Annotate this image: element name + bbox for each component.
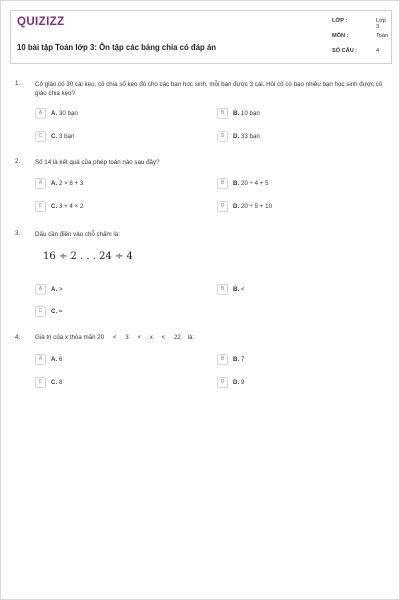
ineq-symbol: 22 — [173, 334, 181, 341]
meta-count-label: SỐ CÂU : — [332, 48, 358, 54]
meta-row-count — [332, 45, 390, 60]
option-letter-box: A — [35, 108, 46, 119]
option-prefix: B. — [233, 180, 240, 187]
ineq-symbol: 3 — [125, 334, 129, 341]
question-text — [35, 334, 194, 341]
option-letter-box: B — [217, 108, 228, 119]
option-text: 10 bạn — [240, 110, 260, 117]
option-letter-box: D — [217, 131, 228, 142]
option-letter-box: C — [35, 131, 46, 142]
option-text: 6 — [58, 356, 63, 363]
worksheet-meta — [332, 15, 390, 60]
option-prefix: C. — [51, 379, 58, 386]
meta-subject-value: Toán — [376, 33, 389, 39]
question-text: Cô giáo có 30 cái kẹo, cô chia số kẹo đó cho các bạn học sinh, mỗi bạn được 3 cái. Hỏi cô có bao nhiêu bạn học sinh được cô giáo chia kẹo? — [35, 81, 383, 98]
option-prefix: C. — [51, 133, 58, 140]
option-text: 33 bạn — [240, 133, 260, 140]
option-text: 3 bạn — [58, 133, 75, 140]
option-text: = — [58, 308, 63, 315]
option-text: 7 — [240, 356, 245, 363]
meta-grade-value: Lớp 3 — [376, 18, 386, 30]
option-prefix: A. — [51, 286, 58, 293]
option-letter-box: B — [217, 178, 228, 189]
question-number: 2. — [15, 158, 21, 165]
option-prefix: B. — [233, 110, 240, 117]
option-letter-box: A — [35, 178, 46, 189]
question-text: Số 14 là kết quả của phép toán nào sau đây? — [35, 159, 160, 166]
meta-row-grade — [332, 15, 390, 30]
question-text: Dấu cần điền vào chỗ chấm là: — [35, 231, 120, 238]
option-letter-box: D — [217, 377, 228, 388]
option-text: 20 ÷ 4 + 5 — [240, 180, 269, 187]
worksheet-title: 10 bài tập Toán lớp 3: Ôn tập các bảng chia có đáp án — [17, 43, 217, 52]
ineq-symbol: < — [161, 334, 166, 341]
option-prefix: D. — [233, 379, 240, 386]
option-text: < — [240, 286, 245, 293]
ineq-symbol: × — [137, 334, 142, 341]
option-text: 30 bạn — [58, 110, 78, 117]
ineq-symbol: < — [112, 334, 117, 341]
option-letter-box: C — [35, 201, 46, 212]
option-text: > — [58, 286, 63, 293]
option-letter-box: C — [35, 306, 46, 317]
question-number: 4. — [15, 334, 21, 341]
question-number: 3. — [15, 230, 21, 237]
quizizz-logo: QUIZIZZ — [17, 16, 65, 28]
option-prefix: A. — [51, 356, 58, 363]
option-letter-box: A — [35, 284, 46, 295]
option-text: 8 — [58, 379, 63, 386]
question-number: 1. — [15, 80, 21, 87]
option-prefix: B. — [233, 356, 240, 363]
option-letter-box: B — [217, 354, 228, 365]
option-prefix: A. — [51, 180, 58, 187]
math-expression: 16 ÷ 2 . . . 24 ÷ 4 — [43, 251, 133, 262]
option-prefix: A. — [51, 110, 58, 117]
meta-subject-label: MÔN : — [332, 33, 349, 39]
meta-count-value: 4 — [376, 48, 380, 54]
option-text: 2 × 8 + 3 — [58, 180, 84, 187]
option-prefix: D. — [233, 203, 240, 210]
ineq-symbol: là: — [187, 334, 195, 341]
question-text-lead: Giá trị của x thỏa mãn 20 — [35, 334, 105, 341]
option-text: 9 — [240, 379, 245, 386]
meta-row-subject — [332, 30, 390, 45]
option-text: 20 ÷ 5 + 10 — [240, 203, 273, 210]
option-letter-box: C — [35, 377, 46, 388]
option-letter-box: D — [217, 201, 228, 212]
option-prefix: D. — [233, 133, 240, 140]
option-prefix: B. — [233, 286, 240, 293]
option-prefix: C. — [51, 308, 58, 315]
meta-grade-label: LỚP : — [332, 18, 348, 24]
option-letter-box: A — [35, 354, 46, 365]
option-text: 3 + 4 × 2 — [58, 203, 84, 210]
option-prefix: C. — [51, 203, 58, 210]
ineq-symbol: x — [149, 334, 153, 341]
option-letter-box: B — [217, 284, 228, 295]
